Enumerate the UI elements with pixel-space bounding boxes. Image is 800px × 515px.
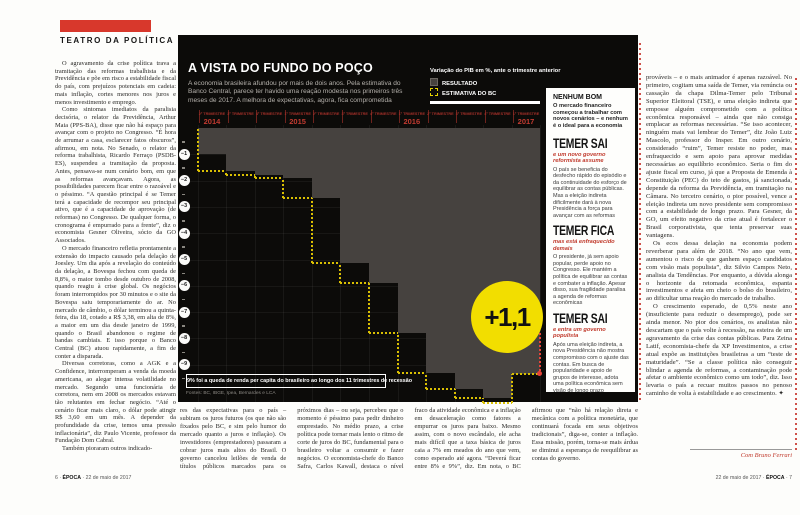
y-axis-label: −1 [179, 149, 190, 160]
column-header: 3º TRIMESTRE [341, 112, 368, 116]
recession-step-area [455, 128, 484, 389]
y-axis-minor-tick [182, 378, 185, 380]
paragraph: Também pioraram outros indicado- [62, 445, 153, 453]
y-axis-label: −6 [179, 280, 190, 291]
y-axis-label: −8 [179, 333, 190, 344]
chart-title: A VISTA DO FUNDO DO POÇO [188, 61, 373, 75]
scenario-body: O presidente, já sem apoio popular, perde apoio no Congresso. Ele mantém a política de equilibrar as contas e combater a inflação. Apesar disso, sua fragilidade paralisa a agenda de reformas econômicas [553, 254, 628, 307]
y-axis-minor-tick [182, 352, 185, 354]
paragraph: O crescimento esperado, de 0,5% neste ano (insuficiente para reduzir o desemprego), pode ser ainda menor. No pior dos cenários, os analistas não descartam que o país volte à recessão, na esteira de um agravamento da crise das contas públicas. Para Zeina Latif, economista-chefe da XP Investimentos, a crise atual expõe as instituições brasileiras a um “teste de maturidade”. “Se a classe política não conseguir blindar a agenda de reformas, a contaminação pode afetar o ambiente econômico como um todo”, diz. Isso levaria o país a recuar muitos passos no penoso caminho de volta à estabilidade e ao crescimento. ✦ [646, 303, 792, 398]
recession-step-area [398, 128, 427, 333]
scenario-body: O país se beneficia do desfecho rápido do episódio e da continuidade do esforço de equilibrar as contas públicas. Mas a eleição indireta dificilmente dará à nova Presidência a força para avançar com as reformas [553, 166, 627, 219]
column-header: 2º TRIMESTRE [427, 112, 454, 116]
y-axis-label: −7 [179, 307, 190, 318]
scenario-subtitle: e entra um governo populista [553, 326, 606, 340]
byline: Com Bruno Ferrari [740, 452, 792, 459]
resultado-swatch-icon [430, 78, 438, 86]
result-path-vertical [425, 373, 427, 390]
right-text-column [646, 74, 792, 446]
column-header: 2º TRIMESTRE [198, 112, 226, 116]
column-header: 1º TRIMESTRE [284, 112, 311, 116]
estimate-badge: +1,1 [471, 281, 543, 353]
column-year: 2017 [517, 117, 535, 126]
result-path-vertical [311, 198, 313, 263]
footer-right: 22 de maio de 2017 · ÉPOCA · 7 [715, 475, 792, 481]
y-axis-label: −2 [179, 175, 190, 186]
y-axis-minor-tick [182, 194, 185, 196]
byline-rule [690, 449, 792, 450]
scenario-subtitle: e um novo governo reformista assume [553, 151, 606, 165]
section-kicker: TEATRO DA POLÍTICA [60, 36, 175, 45]
kicker-red-bar [60, 20, 151, 32]
result-path-segment [255, 177, 284, 179]
y-axis-label: −5 [179, 254, 190, 265]
column-header: 3º TRIMESTRE [227, 112, 254, 116]
recession-step-area [255, 128, 284, 175]
paragraph: Diversas corretoras, como a AGK e a Confidence, interromperam a venda da moeda americana, ao alegar intensa volatilidade no mercado. Segundo uma funcionária de corretora, nem em 2008 os mercados estavam tão relutantes em fechar negócio. “Até o cenário ficar mais claro, o dólar pode atingir R$ 3,60 em um mês. A depender da profundidade da crise, temos uma pressão inflacionária”, diz Paulo Vicente, professor da Fundação Dom Cabral. [55, 360, 176, 445]
scenario-title: TEMER FICA [553, 222, 615, 239]
paragraph: O mercado financeiro refletia prontamente a extensão do impacto causado pela delação de Joesley. Um dia após a revelação do conteúdo da delação, a Bovespa fechou com queda de 8,8%, o maior tombo desde outubro de 2008, quando reagiu à crise global. Os negócios foram interrompidos por 30 minutos e o site da Bovespa saiu temporariamente do ar. No mercado de câmbio, o dólar terminou a quinta-feira, dia 18, cotado a R$ 3,38, em alta de 8%, a maior em um dia desde janeiro de 1999, quando o Brasil abandonou o regime de bandas cambiais. E isso porque o Banco Central (BC) atuou rapidamente, a fim de conter a disparada. [55, 244, 176, 360]
red-dotted-rule-chart-edge [639, 40, 641, 400]
column-year: 2014 [203, 117, 221, 126]
result-path-segment [483, 402, 512, 404]
column-year: 2015 [289, 117, 306, 126]
chart-note: 9% foi a queda de renda per capita do brasileiro ao longo dos 11 trimestres de recessão [186, 374, 386, 388]
scenario-title: TEMER SAI [553, 309, 608, 326]
y-axis-label: −3 [179, 201, 190, 212]
estimativa-swatch-icon [430, 88, 438, 96]
column-header: 4º TRIMESTRE [370, 112, 397, 116]
scenario-section [553, 310, 629, 395]
left-text-column [55, 60, 176, 472]
scenarios-sidebar [546, 88, 635, 392]
y-axis-label: −4 [179, 228, 190, 239]
sidebar-intro: O mercado financeiro começou a trabalhar com novos cenários – e nenhum é o ideal para a economia [553, 103, 628, 130]
result-path-vertical [282, 178, 284, 198]
paragraph: O agravamento da crise política trava a tramitação das reformas trabalhista e da Previdência e põe em risco a estabilidade fiscal do país, com prejuízos potenciais em cadeia: mais inflação, cortes menores nos juros e menos investimento e emprego. [55, 60, 176, 106]
paragraph: Como sintomas imediatos da paralisia decisória, o relator da Previdência, Arthur Maia (PPS-BA), disse que não há espaço para avançar com o projeto no Congresso. “É hora de arrumar a casa, esclarecer fatos obscuros”, afirmou, em nota. No Senado, o relator da reforma trabalhista, Ricardo Ferraço (PSDB-ES), suspendeu a tramitação da proposta. Antes, pensava-se num cenário bom, em que as reformas avançavam. Agora, as possibilidades parecem ficar entre o razoável e o péssimo. “A questão principal é se Temer terá a capacidade de recompor seu principal ativo, que é a capacidade de aprovação (de reformas) no Congresso. De qualquer forma, o cronograma é empurrado para a frente”, diz o economista Gesner Oliveira, sócio da GO Associados. [55, 106, 176, 245]
recession-step-area [198, 128, 227, 154]
y-axis-minor-tick [182, 167, 185, 169]
result-path-segment [340, 282, 369, 284]
recession-step-area [312, 128, 341, 198]
chart-deck: A economia brasileira afundou por mais de dois anos. Pela estimativa do Banco Central, parece ter havido uma reação modesta nos primeiros três meses de 2017. A melhora de expectativas, agora, fica comprometida [188, 80, 403, 104]
recession-step-area [340, 128, 369, 263]
y-axis-minor-tick [182, 325, 185, 327]
scenario-section [553, 222, 629, 307]
legend-item-resultado: RESULTADO [430, 78, 477, 87]
result-path-segment [198, 170, 227, 172]
scenario-body: Após uma eleição indireta, a nova Presidência não mostra compromisso com o ajuste das contas. Em busca de popularidade e apoio de grupos de interesse, adota uma política econômica sem visão de longo prazo [553, 341, 629, 394]
y-axis-minor-tick [182, 220, 185, 222]
result-path-segment [369, 332, 398, 334]
recession-step-area [283, 128, 312, 178]
scenario-title: TEMER SAI [553, 134, 608, 151]
estimate-path-vertical [511, 374, 513, 403]
recession-step-area [369, 128, 398, 283]
bottom-text-columns [180, 407, 638, 471]
column-header: 1º TRIMESTRE [512, 112, 540, 116]
recession-step-area [483, 128, 512, 398]
recession-step-area [426, 128, 455, 373]
column-header: 2º TRIMESTRE [312, 112, 340, 116]
paragraph: res das expectativas para o país – subiram os juros futuros (os que não são fixados pelo BC, e sim pelo humor do mercado quanto a juros e inflação). Os investidores (emprestadores) passaram a cobrar juros mais altos do Brasil. O governo cancelou leilões de venda de títulos públicos marcados para os próximos dias – ou seja, percebeu que o momento é péssimo para pedir dinheiro emprestado. No médio prazo, a crise política pode tornar mais lento o ritmo de corte de juros do BC, fundamental para o brasileiro voltar a consumir e fazer negócios. O economista-chefe do Banco Safra, Carlos Kawall, destaca o nível fraco da atividade econômica e a inflação em desaceleração como fatores a empurrar os juros para baixo. Mesmo assim, com o novo escândalo, ele acha mais difícil que a taxa básica de juros caia a 7% em meados do ano que vem, como esperado até agora. “Deverá ficar entre 8% e 9%”, diz. Em nota, o BC afirmou que “não há relação direta e mecânica com a política monetária, que continuará focada em seus objetivos tradicionais”, diga-se, conter a inflação. Essa missão, porém, torna-se mais árdua se diminui a esperança de reequilibrar as contas do governo. [180, 407, 638, 470]
column-header: 1º TRIMESTRE [398, 112, 426, 116]
scenario-subtitle: mas está enfraquecido demais [553, 239, 615, 252]
y-axis-minor-tick [182, 273, 185, 275]
column-header: 3º TRIMESTRE [455, 112, 483, 116]
result-path-segment [398, 372, 427, 374]
sidebar-header: NENHUM BOM [553, 94, 602, 101]
scenario-section [553, 135, 629, 220]
y-axis-minor-tick [182, 141, 185, 143]
result-path-vertical [397, 333, 399, 373]
footer-left: 6 · ÉPOCA · 22 de maio de 2017 [55, 475, 132, 481]
y-axis-label: −9 [179, 359, 190, 370]
result-path-segment [226, 174, 255, 176]
result-path-segment [283, 197, 312, 199]
column-header: 4º TRIMESTRE [484, 112, 511, 116]
legend-rule [430, 101, 540, 104]
chart-sources: Fontes: BC, IBGE, Ipea, Bernardes e LCA [186, 391, 276, 396]
column-year: 2016 [403, 117, 421, 126]
result-path-segment [312, 262, 341, 264]
legend-item-estimativa: ESTIMATIVA DO BC [430, 88, 496, 97]
result-path-vertical [339, 263, 341, 283]
result-path-vertical [197, 128, 199, 171]
result-path-segment [426, 388, 455, 390]
y-axis-minor-tick [182, 299, 185, 301]
y-axis-minor-tick [182, 246, 185, 248]
estimate-endpoint-dot [537, 371, 542, 376]
chart-legend-caption: Variação do PIB em %, ante o trimestre anterior [430, 68, 561, 74]
red-dotted-rule-page-edge [795, 75, 797, 450]
column-header: 4º TRIMESTRE [255, 112, 283, 116]
result-path-vertical [368, 283, 370, 333]
paragraph: Os ecos dessa delação na economia podem reverberar para além de 2018. “No ano que vem, aumentou o risco de que ganhem espaço candidatos com visão mais populista”, diz Silvio Campos Neto, analista da Tendências. Por enquanto, a dúvida alonga o horizonte da retomada econômica, espanta investimentos e afeta em cheio o bolso do brasileiro, ao dificultar uma reação do mercado de trabalho. [646, 240, 792, 303]
recession-step-area [226, 128, 255, 171]
result-path-segment [455, 397, 484, 399]
estimate-connector-line [539, 331, 541, 371]
paragraph: prováveis – e o mais animador é apenas razoável. No primeiro, cogitam uma saída de Temer, via renúncia ou cassação da chapa Dilma-Temer pelo Tribunal Superior Eleitoral (TSE), e uma eleição indireta que emposse alguém comprometido com a política econômica responsável – ainda que não consiga emplacar as reformas necessárias. “Se isso acontecer, ninguém mais vai lembrar do Temer”, diz João Luiz Mascolo, professor do Insper. Em outro cenário, considerado “ruim”, Temer resiste no poder, mas enfraquecido e sem apoio para aprovar medidas necessárias ao equilíbrio econômico. Seria o fim do ajuste fiscal em curso, já que a Proposta de Emenda à Constituição (PEC) do teto de gastos, já sancionada, depende da reforma da Previdência, em tramitação na Câmara. No terceiro cenário, o pior possível, vence a eleição indireta um novo presidente sem compromisso com a estabilidade de longo prazo. Para Gesner, da GO, um efeito negativo da crise atual é fortalecer o Brasil corporativista, que tenta preservar suas vantagens. [646, 74, 792, 240]
